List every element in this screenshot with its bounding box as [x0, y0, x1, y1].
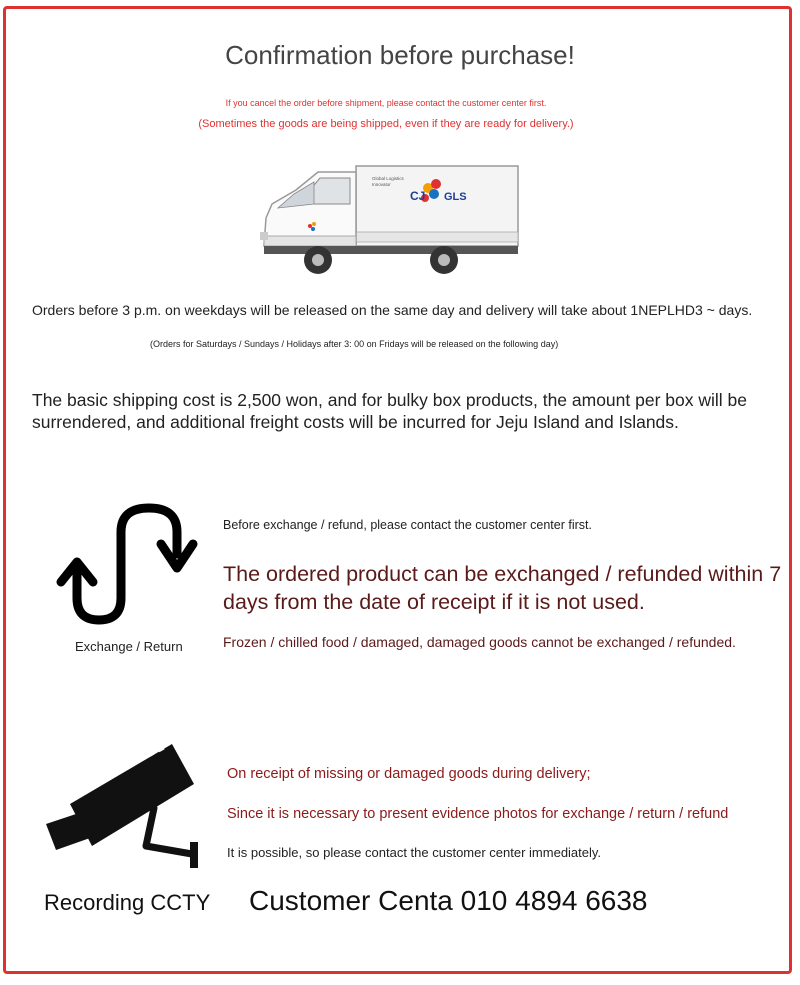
non-refundable-text: Frozen / chilled food / damaged, damaged goods cannot be exchanged / refunded. [223, 634, 736, 650]
exchange-return-icon [55, 498, 203, 633]
weekend-release-note: (Orders for Saturdays / Sundays / Holidays after 3: 00 on Fridays will be released on the following day) [150, 339, 559, 349]
recording-cctv-label: Recording CCTY [44, 890, 211, 915]
truck-tagline-2: Innovator [372, 182, 391, 187]
shipping-notice: (Sometimes the goods are being shipped, even if they are ready for delivery.) [198, 118, 574, 130]
exchange-contact-text: Before exchange / refund, please contact the customer center first. [223, 518, 592, 532]
cancel-notice: If you cancel the order before shipment, please contact the customer center first. [225, 98, 547, 108]
truck-logo-text: GLS [444, 191, 467, 203]
exchange-policy-text: The ordered product can be exchanged / refunded within 7 days from the date of receipt if it is not used. [223, 562, 782, 614]
truck-tagline-1: Global Logistics [372, 176, 404, 181]
page-title: Confirmation before purchase! [225, 40, 575, 70]
exchange-return-label: Exchange / Return [75, 639, 183, 654]
shipping-cost-text: The basic shipping cost is 2,500 won, and for bulky box products, the amount per box will be surrendered, and additional freight costs will be incurred for Jeju Island and Islands. [32, 390, 747, 432]
customer-center-phone: Customer Centa 010 4894 6638 [249, 885, 648, 916]
contact-immediately-text: It is possible, so please contact the customer center immediately. [227, 845, 602, 860]
damaged-goods-text: On receipt of missing or damaged goods during delivery; [227, 766, 591, 782]
delivery-truck-image [258, 160, 523, 285]
cctv-camera-icon [42, 742, 212, 877]
truck-logo-brand: CJ [410, 189, 426, 203]
release-schedule-text: Orders before 3 p.m. on weekdays will be released on the same day and delivery will take about 1NEPLHD3 ~ days. [32, 302, 753, 318]
evidence-photo-text: Since it is necessary to present evidence photos for exchange / return / refund [227, 806, 729, 822]
